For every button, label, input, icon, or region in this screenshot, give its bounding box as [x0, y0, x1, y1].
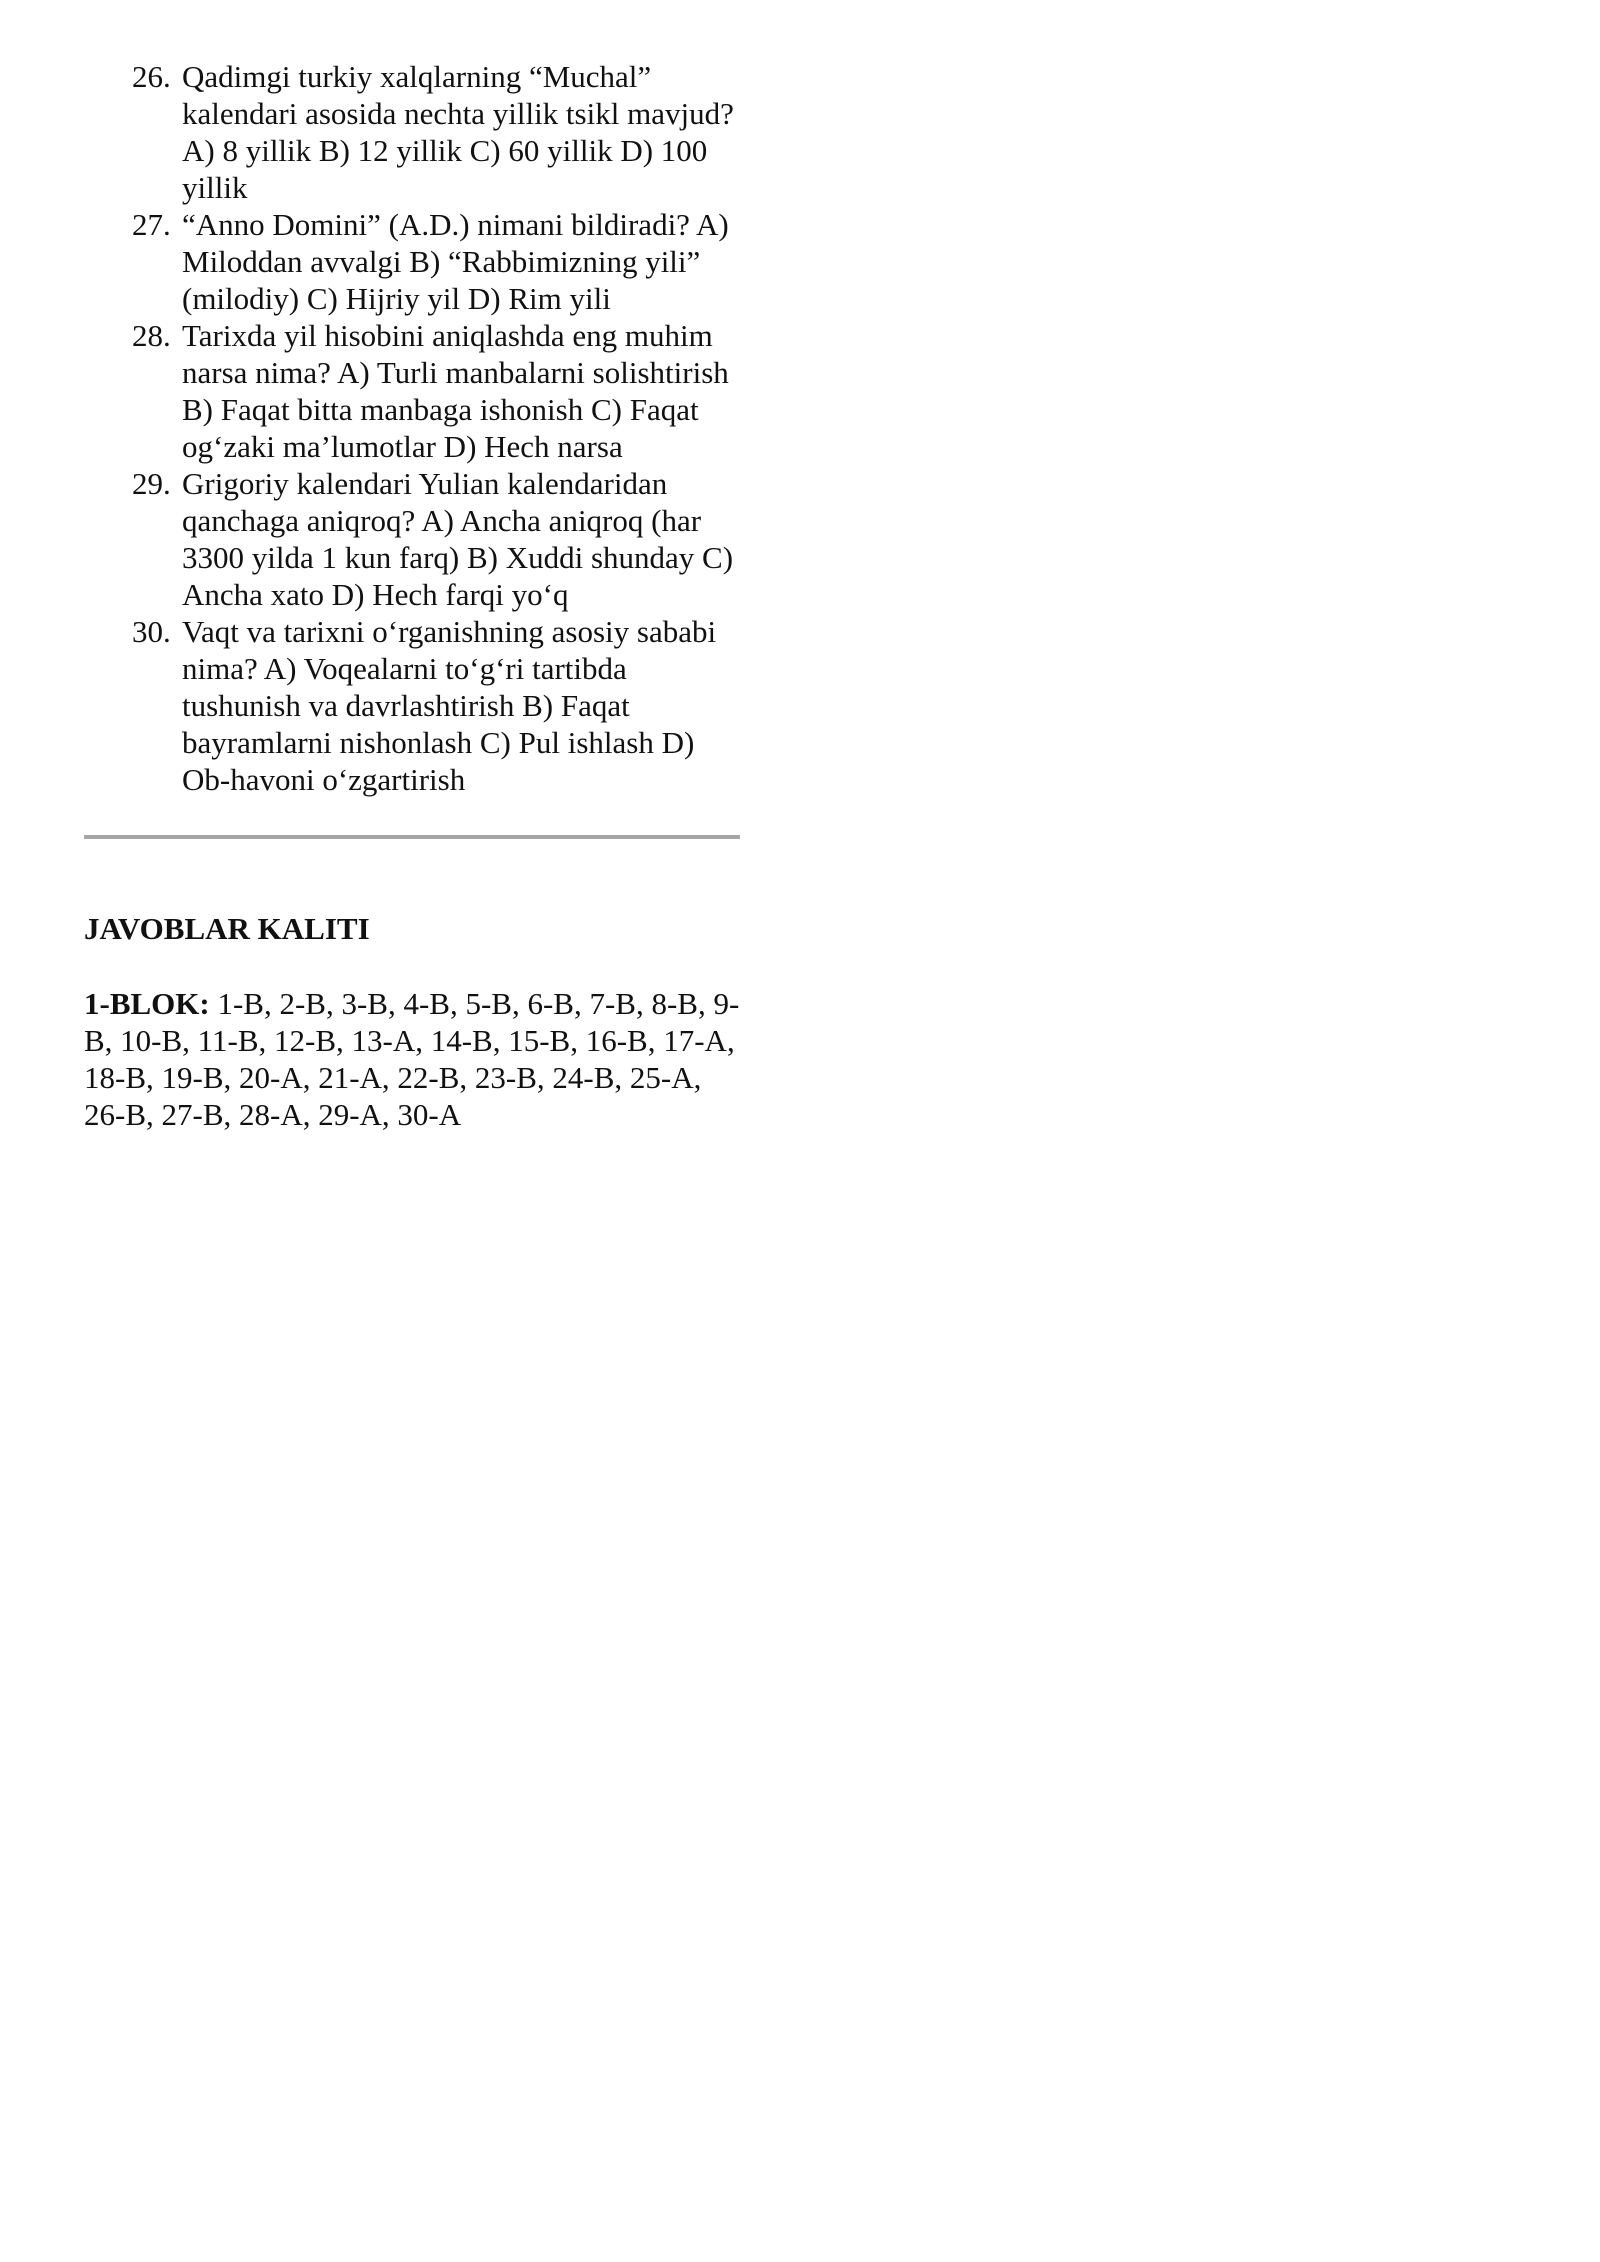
question-text: Qadimgi turkiy xalqlarning “Muchal” kalendari asosida nechta yillik tsikl mavjud? A) 8 yillik B) 12 yillik C) 60 yillik D) 100 yillik — [182, 59, 734, 205]
question-text: “Anno Domini” (A.D.) nimani bildiradi? A) Miloddan avvalgi B) “Rabbimizning yili” (milodiy) C) Hijriy yil D) Rim yili — [182, 207, 729, 316]
question-item-29 — [84, 465, 740, 613]
question-item-30 — [84, 613, 740, 798]
block-label: 1-BLOK: — [84, 986, 210, 1021]
question-text: Grigoriy kalendari Yulian kalendaridan qanchaga aniqroq? A) Ancha aniqroq (har 3300 yilda 1 kun farq) B) Xuddi shunday C) Ancha xato D) Hech farqi yo‘q — [182, 466, 734, 612]
answer-key-heading: JAVOBLAR KALITI — [84, 911, 370, 946]
block-answers: 1-B, 2-B, 3-B, 4-B, 5-B, 6-B, 7-B, 8-B, 9-B, 10-B, 11-B, 12-B, 13-A, 14-B, 15-B, 16-B, 17-A, 18-B, 19-B, 20-A, 21-A, 22-B, 23-B, 24-B, 25-A, 26-B, 27-B, 28-A, 29-A, 30-A — [84, 986, 740, 1132]
answer-key-paragraph — [84, 985, 740, 1133]
question-list — [84, 58, 740, 798]
section-divider — [84, 835, 740, 839]
question-item-28 — [84, 317, 740, 465]
question-number: 26. — [132, 59, 171, 94]
question-number: 29. — [132, 466, 171, 501]
question-item-27 — [84, 206, 740, 317]
question-number: 30. — [132, 614, 171, 649]
question-number: 28. — [132, 318, 171, 353]
question-item-26 — [84, 58, 740, 206]
question-text: Vaqt va tarixni o‘rganishning asosiy sababi nima? A) Voqealarni to‘g‘ri tartibda tushunish va davrlashtirish B) Faqat bayramlarni nishonlash C) Pul ishlash D) Ob-havoni o‘zgartirish — [182, 614, 717, 797]
question-text: Tarixda yil hisobini aniqlashda eng muhim narsa nima? A) Turli manbalarni solishtirish B) Faqat bitta manbaga ishonish C) Faqat og‘zaki ma’lumotlar D) Hech narsa — [182, 318, 729, 464]
document-column — [84, 58, 740, 1133]
question-number: 27. — [132, 207, 171, 242]
